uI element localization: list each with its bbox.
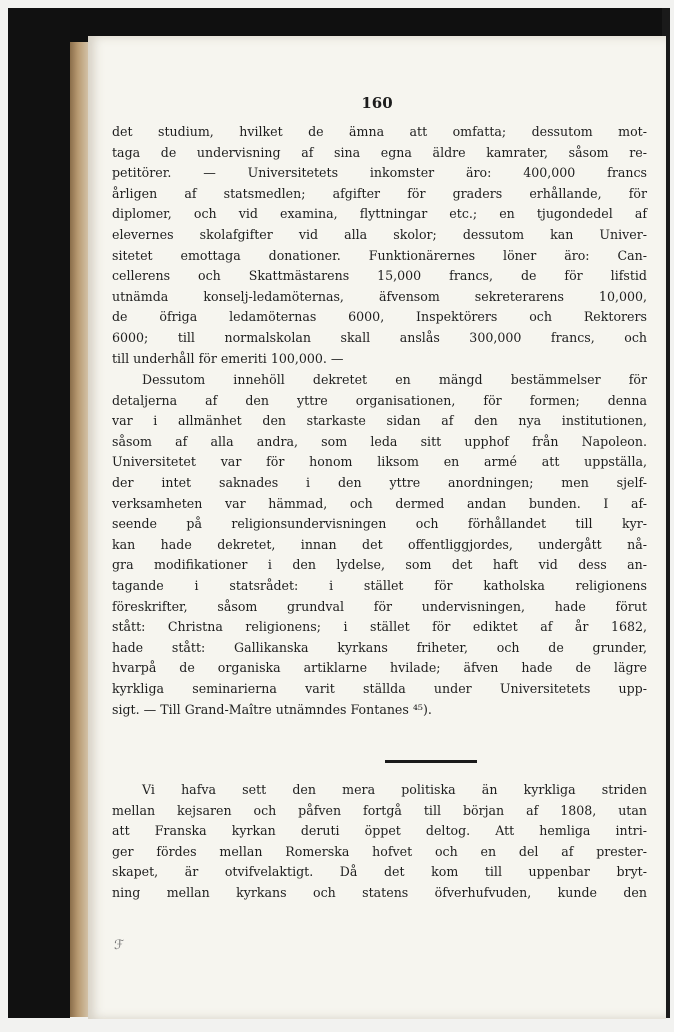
text-line: gra modifikationer i den lydelse, som det haft vid dess an-	[112, 557, 647, 573]
text-line: såsom af alla andra, som leda sitt upphof från Napoleon.	[112, 433, 647, 449]
text-line: kyrkliga seminarierna varit ställda under Universitetets upp-	[112, 680, 647, 696]
page-number: 160	[361, 94, 393, 112]
text-line: sigt. — Till Grand-Maître utnämndes Fontanes ⁴⁵).	[112, 701, 432, 717]
text-line: verksamheten var hämmad, och dermed andan bunden. I af-	[112, 495, 647, 511]
margin-pencil-mark: ℱ	[114, 938, 125, 953]
text-line: till underhåll för emeriti 100,000. —	[112, 350, 344, 366]
text-line: att Franska kyrkan deruti öppet deltog. Att hemliga intri-	[112, 823, 647, 839]
text-line: der intet saknades i den yttre anordningen; men sjelf-	[112, 474, 647, 490]
text-line: taga de undervisning af sina egna äldre kamrater, såsom re-	[112, 144, 647, 160]
text-line: Universitetet var för honom liksom en armé att uppställa,	[112, 454, 647, 470]
text-line: Vi hafva sett den mera politiska än kyrkliga striden	[142, 782, 647, 797]
text-line: skapet, är otvifvelaktigt. Då det kom till uppenbar bryt-	[112, 864, 647, 880]
text-line: det studium, hvilket de ämna att omfatta; dessutom mot-	[112, 124, 647, 139]
text-line: seende på religionsundervisningen och förhållandet till kyr-	[112, 516, 647, 532]
text-line: 6000; till normalskolan skall anslås 300,000 francs, och	[112, 329, 647, 345]
text-line: tagande i statsrådet: i stället för katholska religionens	[112, 577, 647, 593]
paragraph-3	[112, 780, 647, 904]
text-line: ger fördes mellan Romerska hofvet och en del af prester-	[112, 843, 647, 859]
section-divider	[385, 760, 477, 763]
text-line: elevernes skolafgifter vid alla skolor; dessutom kan Univer-	[112, 226, 647, 242]
text-line: de öfriga ledamöternas 6000, Inspektörers och Rektorers	[112, 309, 647, 325]
text-line: hvarpå de organiska artiklarne hvilade; äfven hade de lägre	[112, 660, 647, 676]
text-line: hade stått: Gallikanska kyrkans friheter, och de grunder,	[112, 639, 647, 655]
text-line: sitetet emottaga donationer. Funktionärernes löner äro: Can-	[112, 247, 647, 263]
text-line: petitörer. — Universitetets inkomster äro: 400,000 francs	[112, 165, 647, 181]
text-line: cellerens och Skattmästarens 15,000 francs, de för lifstid	[112, 268, 647, 284]
text-line: årligen af statsmedlen; afgifter för graders erhållande, för	[112, 185, 647, 201]
text-line: Dessutom innehöll dekretet en mängd bestämmelser för	[142, 372, 647, 387]
text-line: utnämda konselj-ledamöternas, äfvensom sekreterarens 10,000,	[112, 288, 647, 304]
text-line: ning mellan kyrkans och statens öfverhufvuden, kunde den	[112, 884, 647, 900]
scanner-border-left	[8, 8, 70, 1018]
text-line: diplomer, och vid examina, flyttningar etc.; en tjugondedel af	[112, 206, 647, 222]
paragraph-1	[112, 122, 647, 369]
text-line: detaljerna af den yttre organisationen, för formen; denna	[112, 392, 647, 408]
text-line: föreskrifter, såsom grundval för undervisningen, hade förut	[112, 598, 647, 614]
text-line: kan hade dekretet, innan det offentliggjordes, undergått nå-	[112, 536, 647, 552]
text-line: stått: Christna religionens; i stället för ediktet af år 1682,	[112, 619, 647, 635]
book-page-edge	[70, 42, 90, 1017]
text-line: var i allmänhet den starkaste sidan af den nya institutionen,	[112, 413, 647, 429]
text-line: mellan kejsaren och påfven fortgå till början af 1808, utan	[112, 802, 647, 818]
paragraph-2	[112, 370, 647, 720]
